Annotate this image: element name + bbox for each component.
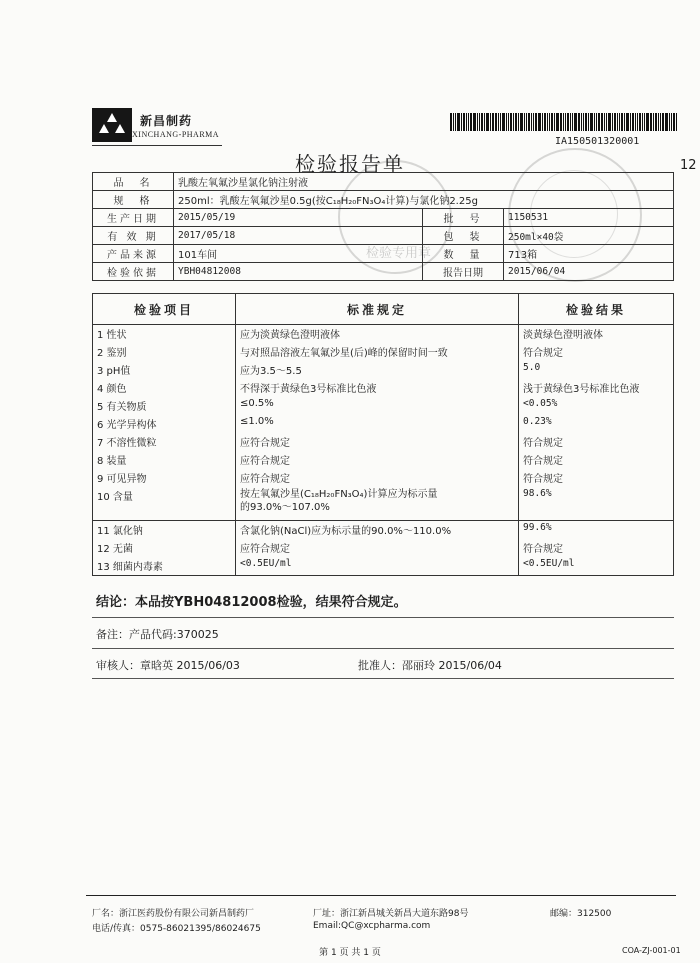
result-item: 11 氯化钠: [93, 521, 236, 540]
prod-date-label: 生产日期: [93, 209, 174, 227]
prod-date-value: 2015/05/19: [174, 209, 423, 227]
barcode-bar: [551, 113, 553, 131]
result-standard: 应为淡黄绿色澄明液体: [236, 325, 519, 344]
report-date-label: 报告日期: [423, 263, 504, 281]
result-value: 符合规定: [519, 539, 674, 557]
result-row: [93, 325, 674, 344]
barcode-bar: [461, 113, 462, 131]
barcode-bar: [495, 113, 497, 131]
brand-divider: [92, 145, 222, 146]
expiry-label: 有 效 期: [93, 227, 174, 245]
company-logo: [92, 108, 132, 142]
result-item: 4 颜色: [93, 379, 236, 397]
result-value: 99.6%: [519, 521, 674, 540]
barcode-bar: [498, 113, 499, 131]
barcode-bar: [662, 113, 664, 131]
result-item: 10 含量: [93, 487, 236, 521]
barcode-bar: [653, 113, 654, 131]
result-value: 符合规定: [519, 451, 674, 469]
barcode-bar: [520, 113, 523, 131]
batch-label: 批 号: [423, 209, 504, 227]
barcode-bar: [515, 113, 517, 131]
barcode-bar: [655, 113, 657, 131]
barcode-bar: [581, 113, 582, 131]
footer-postcode: 邮编：312500: [550, 909, 612, 919]
barcode-bar: [608, 113, 611, 131]
barcode-bar: [673, 113, 675, 131]
barcode-bar: [669, 113, 670, 131]
divider: [92, 617, 674, 618]
stamp-text: 检验专用章: [366, 246, 432, 261]
barcode-bar: [637, 113, 638, 131]
barcode-bar: [453, 113, 454, 131]
barcode-bar: [619, 113, 620, 131]
result-standard: 应符合规定: [236, 451, 519, 469]
result-standard-line1: 按左氧氟沙星(C₁₈H₂₀FN₃O₄)计算应为标示量: [240, 489, 438, 500]
barcode-bar: [533, 113, 534, 131]
barcode-bar: [535, 113, 537, 131]
brand-name-cn: 新昌制药: [140, 114, 193, 128]
barcode-bar: [502, 113, 505, 131]
result-row: [93, 361, 674, 379]
barcode-bar: [531, 113, 532, 131]
product-info-table: [92, 172, 674, 281]
conclusion-text: 结论：本品按YBH04812008检验，结果符合规定。: [96, 595, 407, 610]
result-row: [93, 487, 674, 521]
document-code: COA-ZJ-001-01: [622, 946, 681, 955]
product-name-value: 乳酸左氧氟沙星氯化钠注射液: [174, 173, 674, 191]
barcode-bar: [614, 113, 616, 131]
reviewer-signature: 审核人：章晗英 2015/06/03: [96, 659, 240, 672]
barcode-bar: [671, 113, 672, 131]
divider: [92, 678, 674, 679]
footer-divider: [86, 895, 676, 896]
result-item: 13 细菌内毒素: [93, 557, 236, 576]
barcode-bar: [508, 113, 509, 131]
remark-text: 备注：产品代码:370025: [96, 628, 219, 641]
barcode-bar: [646, 113, 649, 131]
barcode-bar: [624, 113, 625, 131]
col-header-result: 检验结果: [519, 294, 674, 325]
barcode-bar: [486, 113, 489, 131]
barcode-bar: [639, 113, 641, 131]
barcode-bar: [617, 113, 618, 131]
barcode-bar: [572, 113, 573, 131]
barcode-bar: [578, 113, 580, 131]
basis-value: YBH04812008: [174, 263, 423, 281]
source-value: 101车间: [174, 245, 423, 263]
barcode-bar: [547, 113, 548, 131]
approver-signature: 批准人：邵丽玲 2015/06/04: [358, 659, 502, 672]
barcode-bar: [481, 113, 483, 131]
result-value: 5.0: [519, 361, 674, 379]
divider: [92, 648, 674, 649]
barcode-bar: [490, 113, 491, 131]
result-item: 1 性状: [93, 325, 236, 344]
barcode-bar: [601, 113, 603, 131]
barcode-bar: [590, 113, 593, 131]
result-item: 3 pH值: [93, 361, 236, 379]
barcode-bar: [549, 113, 550, 131]
result-row: [93, 469, 674, 487]
result-value: <0.05%: [519, 397, 674, 415]
col-header-standard: 标准规定: [236, 294, 519, 325]
result-value: <0.5EU/ml: [519, 557, 674, 576]
barcode-bar: [500, 113, 501, 131]
barcode-bar: [470, 113, 472, 131]
result-standard: ≤1.0%: [236, 415, 519, 433]
result-standard: 应符合规定: [236, 539, 519, 557]
result-value: 浅于黄绿色3号标准比色液: [519, 379, 674, 397]
barcode-bar: [468, 113, 469, 131]
result-value: 符合规定: [519, 469, 674, 487]
result-standard: ≤0.5%: [236, 397, 519, 415]
col-header-item: 检验项目: [93, 294, 236, 325]
barcode: [450, 113, 700, 131]
barcode-bar: [492, 113, 494, 131]
basis-label: 检验依据: [93, 263, 174, 281]
result-standard: 含氯化钠(NaCl)应为标示量的90.0%～110.0%: [236, 521, 519, 540]
barcode-bar: [510, 113, 512, 131]
barcode-bar: [542, 113, 543, 131]
report-date-value: 2015/06/04: [504, 263, 674, 281]
barcode-bar: [570, 113, 571, 131]
barcode-bar: [650, 113, 652, 131]
result-item: 9 可见异物: [93, 469, 236, 487]
package-value: 250ml×40袋: [504, 227, 674, 245]
barcode-bar: [563, 113, 564, 131]
barcode-bar: [477, 113, 478, 131]
package-label: 包 装: [423, 227, 504, 245]
spec-label: 规 格: [93, 191, 174, 209]
barcode-bar: [466, 113, 467, 131]
result-row: [93, 521, 674, 540]
barcode-bar: [484, 113, 485, 131]
brand-name-en: XINCHANG-PHARMA: [132, 130, 220, 139]
barcode-bar: [554, 113, 555, 131]
barcode-bar: [506, 113, 507, 131]
footer-factory: 厂名：浙江医药股份有限公司新昌制药厂: [92, 909, 255, 919]
barcode-bar: [676, 113, 677, 131]
result-item: 7 不溶性微粒: [93, 433, 236, 451]
result-row: [93, 539, 674, 557]
qty-value: 713箱: [504, 245, 674, 263]
result-row: [93, 415, 674, 433]
result-value: 98.6%: [519, 487, 674, 521]
results-table: [92, 293, 674, 576]
result-row: [93, 379, 674, 397]
result-standard: 不得深于黄绿色3号标准比色液: [236, 379, 519, 397]
result-standard: 应为3.5～5.5: [236, 361, 519, 379]
barcode-number: IA150501320001: [555, 136, 640, 147]
result-standard: 应符合规定: [236, 433, 519, 451]
barcode-bar: [450, 113, 452, 131]
barcode-bar: [621, 113, 623, 131]
result-item: 5 有关物质: [93, 397, 236, 415]
result-standard-line2: 的93.0%～107.0%: [240, 502, 330, 513]
result-value: 符合规定: [519, 343, 674, 361]
barcode-bar: [612, 113, 613, 131]
result-standard: [236, 487, 519, 521]
expiry-value: 2017/05/18: [174, 227, 423, 245]
result-row: [93, 557, 674, 576]
barcode-bar: [635, 113, 636, 131]
corner-handwritten-mark: 12: [680, 158, 697, 173]
barcode-bar: [626, 113, 629, 131]
qty-label: 数 量: [423, 245, 504, 263]
result-value: 符合规定: [519, 433, 674, 451]
page-title: 检验报告单: [295, 152, 405, 176]
barcode-bar: [473, 113, 476, 131]
result-row: [93, 433, 674, 451]
result-standard: 应符合规定: [236, 469, 519, 487]
result-value: 淡黄绿色澄明液体: [519, 325, 674, 344]
barcode-bar: [479, 113, 480, 131]
barcode-bar: [574, 113, 577, 131]
result-item: 2 鉴别: [93, 343, 236, 361]
barcode-bar: [556, 113, 559, 131]
result-row: [93, 451, 674, 469]
barcode-bar: [455, 113, 456, 131]
result-item: 8 装量: [93, 451, 236, 469]
result-row: [93, 343, 674, 361]
barcode-bar: [658, 113, 659, 131]
barcode-bar: [604, 113, 605, 131]
page-number: 第 1 页 共 1 页: [319, 948, 381, 958]
barcode-bar: [544, 113, 546, 131]
barcode-bar: [513, 113, 514, 131]
barcode-bar: [588, 113, 589, 131]
barcode-bar: [538, 113, 541, 131]
barcode-bar: [644, 113, 645, 131]
barcode-bar: [526, 113, 527, 131]
result-standard: 与对照品溶液左氧氟沙星(后)峰的保留时间一致: [236, 343, 519, 361]
barcode-bar: [585, 113, 587, 131]
barcode-bar: [560, 113, 562, 131]
barcode-bar: [565, 113, 566, 131]
result-value: 0.23%: [519, 415, 674, 433]
barcode-bar: [583, 113, 584, 131]
barcode-bar: [665, 113, 668, 131]
result-item: 12 无菌: [93, 539, 236, 557]
barcode-bar: [632, 113, 634, 131]
spec-value: 250ml：乳酸左氧氟沙星0.5g(按C₁₈H₂₀FN₃O₄计算)与氯化钠2.25g: [174, 191, 674, 209]
barcode-bar: [457, 113, 460, 131]
footer-phone: 电话/传真：0575-86021395/86024675: [92, 924, 261, 934]
barcode-bar: [528, 113, 530, 131]
barcode-bar: [598, 113, 600, 131]
footer-email: Email:QC@xcpharma.com: [313, 921, 431, 931]
barcode-bar: [596, 113, 597, 131]
barcode-bar: [630, 113, 631, 131]
product-name-label: 品 名: [93, 173, 174, 191]
barcode-bar: [463, 113, 465, 131]
result-row: [93, 397, 674, 415]
barcode-bar: [660, 113, 661, 131]
result-standard: <0.5EU/ml: [236, 557, 519, 576]
barcode-bar: [594, 113, 595, 131]
barcode-bar: [518, 113, 519, 131]
barcode-bar: [642, 113, 643, 131]
triangle-logo-icon: [92, 108, 132, 142]
batch-value: 1150531: [504, 209, 674, 227]
result-item: 6 光学异构体: [93, 415, 236, 433]
source-label: 产品来源: [93, 245, 174, 263]
footer-address: 厂址：浙江新昌城关新昌大道东路98号: [313, 909, 469, 919]
barcode-bar: [524, 113, 525, 131]
barcode-bar: [606, 113, 607, 131]
barcode-bar: [567, 113, 569, 131]
